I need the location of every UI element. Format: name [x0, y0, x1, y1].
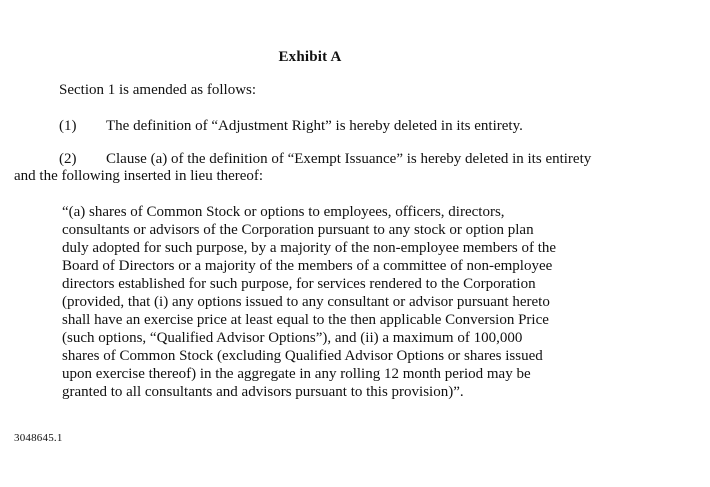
- quote-line: shares of Common Stock (excluding Qualified Advisor Options or shares issued: [62, 348, 543, 364]
- item-2-text-line-1: Clause (a) of the definition of “Exempt Issuance” is hereby deleted in its entirety: [106, 151, 592, 167]
- item-2-number: (2): [59, 151, 77, 167]
- quote-line: directors established for such purpose, for services rendered to the Corporation: [62, 276, 536, 292]
- quote-line: consultants or advisors of the Corporation pursuant to any stock or option plan: [62, 222, 534, 238]
- quote-line: “(a) shares of Common Stock or options to employees, officers, directors,: [62, 204, 505, 220]
- quote-line: (provided, that (i) any options issued to any consultant or advisor pursuant hereto: [62, 294, 550, 310]
- quote-line: shall have an exercise price at least equal to the then applicable Conversion Price: [62, 312, 549, 328]
- quote-line: upon exercise thereof) in the aggregate in any rolling 12 month period may be: [62, 366, 531, 382]
- inserted-clause-block: [62, 203, 582, 401]
- item-1-number: (1): [59, 118, 77, 134]
- intro-paragraph: Section 1 is amended as follows:: [59, 82, 257, 98]
- quote-line: (such options, “Qualified Advisor Options”), and (ii) a maximum of 100,000: [62, 330, 523, 346]
- document-id: 3048645.1: [14, 432, 63, 444]
- amendment-item-1: [59, 117, 523, 135]
- item-2-text-line-2: and the following inserted in lieu thereof:: [14, 168, 264, 184]
- quote-line: Board of Directors or a majority of the members of a committee of non-employee: [62, 258, 553, 274]
- quote-line: granted to all consultants and advisors pursuant to this provision)”.: [62, 384, 464, 400]
- exhibit-title: Exhibit A: [278, 49, 342, 65]
- item-1-text: The definition of “Adjustment Right” is hereby deleted in its entirety.: [106, 118, 523, 134]
- quote-line: duly adopted for such purpose, by a majority of the non-employee members of the: [62, 240, 557, 256]
- amendment-item-2-line-1: [59, 150, 591, 168]
